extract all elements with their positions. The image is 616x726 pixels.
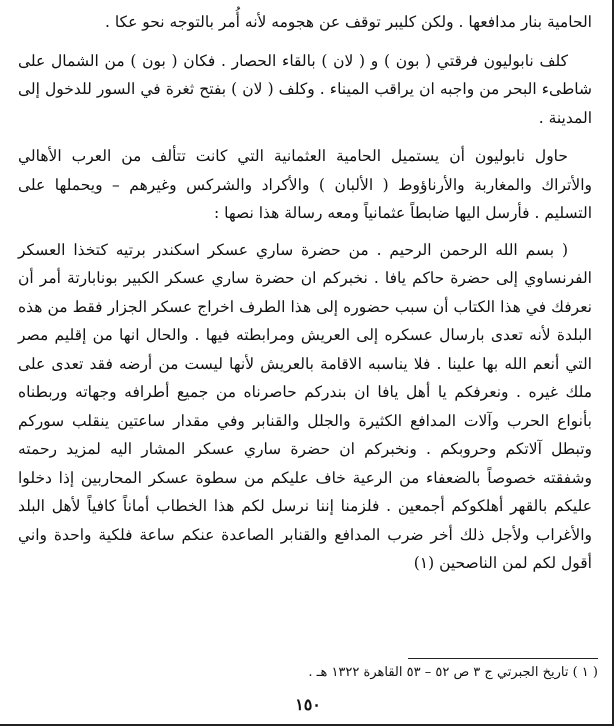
paragraph-3: حاول نابوليون أن يستميل الحامية العثمانية التي كانت تتألف من العرب الأهالي والأتراك والمغاربة والأرناؤوط ( الألبان ) والأكراد والشركس وغيرهم – ويحملها على التسليم . فأرسل اليها ضابطاً عثمانياً ومعه رسالة هذا نصها : bbox=[18, 147, 592, 222]
footnote-divider bbox=[408, 658, 598, 659]
paragraph-4-letter: ( بسم الله الرحمن الرحيم . من حضرة ساري عسكر اسكندر برتيه كتخذا العسكر الفرنساوي إلى حضرة حاكم يافا . نخبركم ان حضرة ساري عسكر الكبير بونابارتة أمر أن نعرفك في هذا الكتاب أن سبب حضوره إلى هذا الطرف اخراج عسكر الجزار فقط من هذه البلدة لأنه تعدى بارسال عسكره إلى العريش ومرابطته فيها . والحال انها من إقليم مصر التي أنعم الله بها علينا . فلا يناسبه الاقامة بالعريش لأنها ليست من أرضه فقد تعدى على ملك غيره . ونعرفكم يا أهل يافا ان بندركم حاصرناه من جميع أطرافه وجهاته وربطناه بأنواع الحرب وآلات المدافع الكثيرة والجلل والقنابر وفي مقدار ساعتين ينقلب سوركم وتبطل آلاتكم وحروبكم . ونخبركم ان حضرة ساري عسكر المشار اليه لمزيد رحمته وشفقته خصوصاً بالضعفاء من الرعية خاف عليكم من سطوة عسكر المحاربين إذا دخلوا عليكم بالقهر أهلكوكم أجمعين . فلزمنا إننا نرسل لكم هذا الخطاب أماناً كافياً لأهل البلد والأغراب ولأجل ذلك أخر ضرب المدافع والقنابر الصاعدة عنكم ساعة فلكية واحدة واني أقول لكم لمن الناصحين (١) bbox=[18, 240, 592, 572]
paragraph-2: كلف نابوليون فرقتي ( بون ) و ( لان ) بالقاء الحصار . فكان ( بون ) من الشمال على شاطىء البحر من واجبه ان يراقب الميناء . وكلف ( لان ) بفتح ثغرة في السور للدخول إلى المدينة . bbox=[18, 51, 592, 127]
page-number: ١٥٠ bbox=[295, 695, 321, 714]
document-body bbox=[18, 8, 592, 578]
paragraph-1: الحامية بنار مدافعها . ولكن كليبر توقف عن هجومه لأنه أُمر بالتوجه نحو عكا . bbox=[104, 13, 592, 31]
footnote: ( ١ ) تاريخ الجبرتي ج ٣ ص ٥٢ – ٥٣ القاهرة ١٣٢٢ هـ . bbox=[308, 665, 598, 680]
